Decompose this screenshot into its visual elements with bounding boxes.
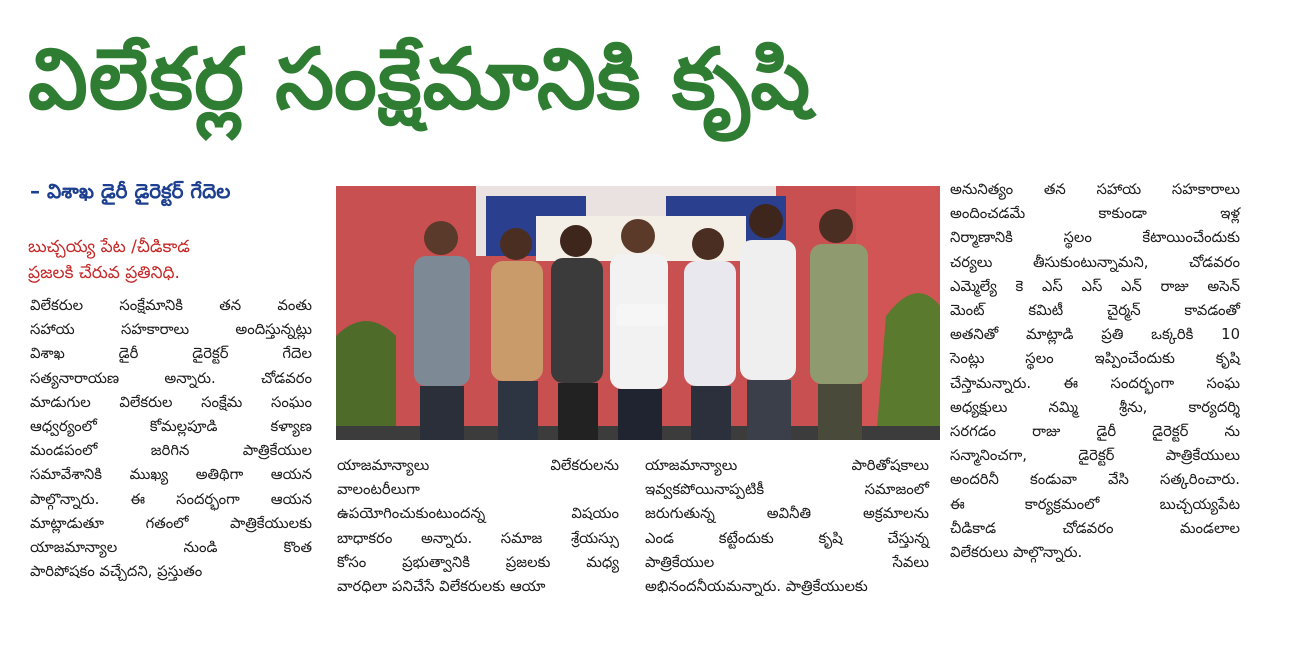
article-column-1 — [30, 294, 312, 584]
article-line: అందరినీ కండువా వేసి సత్కరించారు. — [950, 471, 1240, 489]
article-column-3 — [645, 454, 929, 599]
article-line: సమావేశానికి ముఖ్య అతిథిగా ఆయన — [30, 466, 312, 484]
article-line: మాడుగుల విలేకరుల సంక్షేమ సంఘం — [30, 393, 312, 411]
article-line: ఎండ కట్టేందుకు కృషి చేస్తున్న — [645, 529, 929, 547]
article-line: పారిపోషకం వచ్చేదని, ప్రస్తుతం — [30, 563, 203, 581]
article-line: అతనితో మాట్లాడి ప్రతి ఒక్కరికి 10 — [950, 326, 1240, 344]
article-line: అధ్యక్షులు నమ్మి శ్రీను, కార్యదర్శి — [950, 398, 1240, 416]
article-line: ఇవ్వకపోయినాప్పటికీ సమాజంలో — [645, 481, 929, 499]
article-line: విలేకరుల సంక్షేమానికి తన వంతు — [30, 297, 312, 314]
article-line: అభినందనీయమన్నారు. పాత్రికేయులకు — [645, 578, 868, 596]
article-line: బాధాకరం అన్నారు. సమాజ శ్రేయస్సు — [337, 529, 619, 547]
article-line: మాట్లాడుతూ గతంలో పాత్రికేయులకు — [30, 514, 312, 532]
article-line: యాజమాన్యాల నుండి కొంత — [30, 539, 312, 557]
article-line: నిర్మాణానికి స్థలం కేటాయించేందుకు — [950, 229, 1240, 247]
dateline-place: బుచ్చయ్య పేట /చీడికాడ — [28, 237, 190, 257]
article-line: పాల్గొన్నారు. ఈ సందర్భంగా ఆయన — [30, 490, 312, 508]
article-line: ఆధ్వర్యంలో కోమల్లపూడి కళ్యాణ — [30, 418, 312, 436]
article-line: సన్మానించగా, డైరెక్టర్ పాత్రికేయులు — [950, 447, 1240, 465]
article-column-2 — [337, 454, 619, 599]
news-photo — [336, 186, 940, 440]
article-line: సహాయ సహకారాలు అందిస్తున్నట్లు — [30, 321, 312, 339]
article-line: ఎమ్మెల్యే కె ఎస్ ఎస్ ఎన్ రాజు అసెన్ — [950, 277, 1240, 295]
article-line: ఈ కార్యక్రమంలో బుచ్చయ్యపేట — [950, 495, 1240, 513]
article-line: యాజమాన్యాలు విలేకరులను — [337, 457, 619, 474]
article-line: చేస్తామన్నారు. ఈ సందర్భంగా సంఘ — [950, 374, 1240, 392]
article-line: చర్యలు తీసుకుంటున్నామని, చోడవరం — [950, 253, 1240, 271]
dateline — [28, 234, 328, 286]
article-line: జరుగుతున్న అవినీతి అక్రమాలను — [645, 505, 929, 523]
group-photo-image — [336, 186, 940, 440]
article-line: మండపంలో జరిగిన పాత్రికేయుల — [30, 442, 312, 460]
article-line: విలేకరులు పాల్గొన్నారు. — [950, 544, 1083, 562]
article-line: సెంట్లు స్థలం ఇప్పించేందుకు కృషి — [950, 350, 1240, 368]
article-line: వాలంటరీలుగా — [337, 481, 420, 499]
article-line: అందించడమే కాకుండా ఇళ్ల — [950, 205, 1240, 223]
article-line: చీడికాడ చోడవరం మండలాల — [950, 519, 1240, 537]
article-line: సత్యనారాయణ అన్నారు. చోడవరం — [30, 369, 312, 387]
article-line: వారధిలా పనిచేసే విలేకరులకు ఆయా — [337, 578, 546, 596]
article-line: పాత్రికేయుల సేవలు — [645, 553, 929, 571]
subheadline: – విశాఖ డైరీ డైరెక్టర్ గేదెల — [30, 179, 231, 203]
dateline-source: ప్రజలకి చేరువ ప్రతినిధి. — [28, 263, 180, 283]
article-line: యాజమాన్యాలు పారితోషకాలు — [645, 457, 929, 474]
headline: విలేకర్ల సంక్షేమానికి కృషి — [28, 30, 812, 128]
article-line: సరగడం రాజు డైరీ డైరెక్టర్ ను — [950, 423, 1240, 441]
article-column-4 — [950, 178, 1240, 565]
article-line: ఉపయోగించుకుంటుందన్న విషయం — [337, 505, 619, 523]
article-line: కోసం ప్రభుత్వానికి ప్రజలకు మధ్య — [337, 553, 619, 571]
article-line: విశాఖ డైరీ డైరెక్టర్ గేదెల — [30, 345, 312, 363]
article-line: అనునిత్యం తన సహాయ సహకారాలు — [950, 181, 1240, 198]
article-line: మెంట్ కమిటీ చైర్మన్ కావడంతో — [950, 302, 1240, 320]
